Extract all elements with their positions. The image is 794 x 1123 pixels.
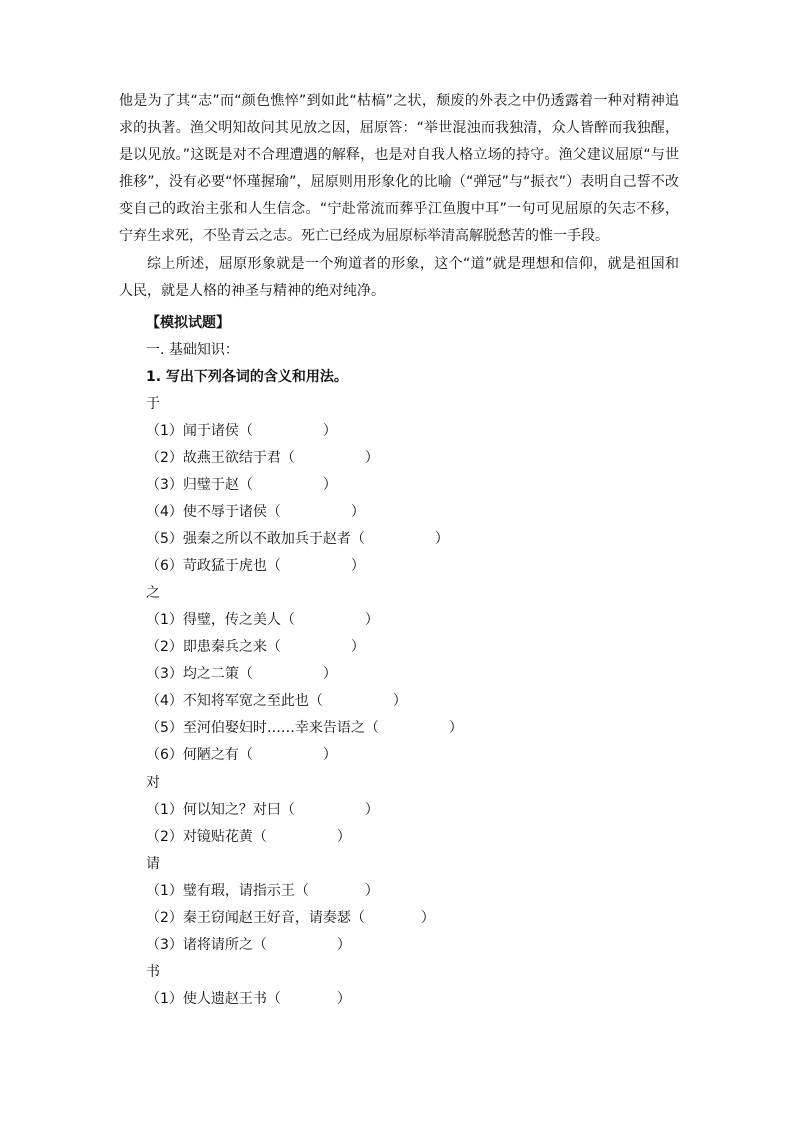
summary-paragraph: 综上所述，屈原形象就是一个殉道者的形象，这个“道”就是理想和信仰，就是祖国和人民，就是人格的神圣与精神的绝对纯净。: [119, 256, 679, 299]
list-item: （3）均之二策（ ）: [146, 666, 337, 682]
word-heading-qing: 请: [146, 856, 160, 872]
word-heading-yu: 于: [146, 396, 160, 412]
list-item: （5）至河伯娶妇时……幸来告语之（ ）: [146, 720, 463, 736]
question-prompt: [146, 367, 348, 387]
section-title: 【模拟试题】: [146, 315, 230, 331]
list-item: （3）归璧于赵（ ）: [146, 477, 337, 493]
word-heading-shu: 书: [146, 964, 160, 980]
list-item: （1）得璧，传之美人（ ）: [146, 612, 379, 628]
list-item: （1）使人遗赵王书（ ）: [146, 991, 351, 1007]
list-item: （2）即患秦兵之来（ ）: [146, 639, 365, 655]
analysis-paragraph: 他是为了其“志”而“颜色憔悴”到如此“枯槁”之状，颓废的外表之中仍透露着一种对精神追求的执著。渔父明知故问其见放之因，屈原答：“举世混浊而我独清，众人皆醉而我独醒，是以见放。”这既是对不合理遭遇的解释，也是对自我人格立场的持守。渔父建议屈原“与世推移”，没有必要“怀瑾握瑜”，屈原则用形象化的比喻（“弹冠”与“振衣”）表明自己誓不改变自己的政治主张和人生信念。“宁赴常流而葬乎江鱼腹中耳”一句可见屈原的矢志不移，宁弃生求死，不坠青云之志。死亡已经成为屈原标举清高解脱愁苦的惟一手段。: [119, 93, 679, 244]
list-item: （5）强秦之所以不敢加兵于赵者（ ）: [146, 531, 449, 547]
list-item: （4）不知将军宽之至此也（ ）: [146, 693, 407, 709]
list-item: （4）使不辱于诸侯（ ）: [146, 504, 365, 520]
list-item: （6）苛政猛于虎也（ ）: [146, 558, 365, 574]
list-item: （1）闻于诸侯（ ）: [146, 423, 337, 439]
subsection-title: 一. 基础知识：: [146, 342, 239, 358]
list-item: （6）何陋之有（ ）: [146, 747, 337, 763]
list-item: （2）对镜贴花黄（ ）: [146, 829, 351, 845]
question-text: 1. 写出下列各词的含义和用法。: [146, 369, 348, 385]
list-item: （1）何以知之？对曰（ ）: [146, 802, 379, 818]
word-heading-dui: 对: [146, 775, 160, 791]
list-item: （2）故燕王欲结于君（ ）: [146, 450, 379, 466]
list-item: （1）璧有瑕，请指示王（ ）: [146, 883, 379, 899]
word-heading-zhi: 之: [146, 585, 160, 601]
list-item: （2）秦王窃闻赵王好音，请奏瑟（ ）: [146, 910, 435, 926]
list-item: （3）诸将请所之（ ）: [146, 937, 351, 953]
